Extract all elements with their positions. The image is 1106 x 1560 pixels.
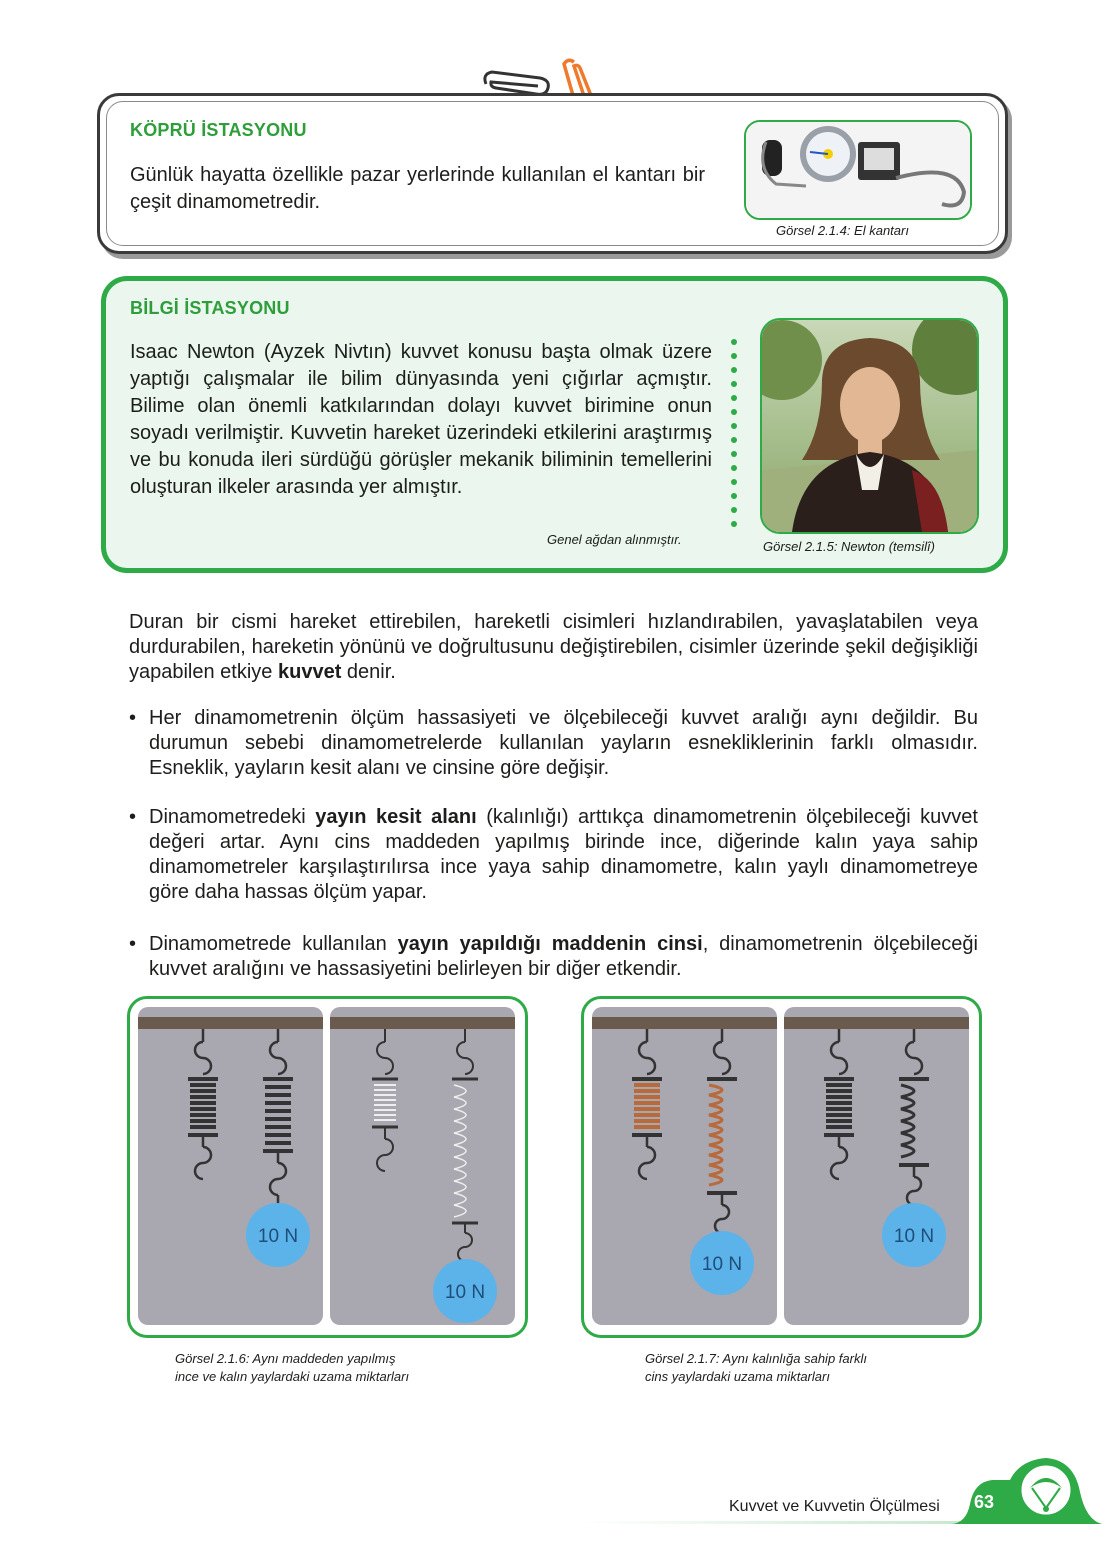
weight-label: 10 N: [701, 1254, 743, 1275]
figure-2-1-7: [581, 996, 982, 1338]
weight-label: 10 N: [257, 1226, 299, 1247]
bullet-1: • Her dinamometrenin ölçüm hassasiyeti ve ölçebileceği kuvvet aralığı aynı değildir. Bu durumun sebebi dinamometrelerde kullanılan yayların esnekliklerinin farklı olmasıdır. Esneklik, yayların kesit alanı ve cinsine göre değişir.: [129, 707, 978, 779]
bilgi-caption: Görsel 2.1.5: Newton (temsilî): [763, 539, 935, 554]
footer-rule: [580, 1521, 960, 1524]
panel-steel-springs: [784, 1007, 969, 1325]
bullet-2: • Dinamometredeki yayın kesit alanı (kalınlığı) arttıkça dinamometrenin ölçebileceği kuvvet değeri artar. Aynı cins maddeden yapılmış birinde ince, diğerinde kalın yaya sahip dinamometreler karşılaştırılırsa ince yaya sahip dinamometre, kalın yaylı dinamometreye göre daha hassas ölçüm yapar.: [129, 806, 978, 903]
kuvvet-term: kuvvet: [277, 661, 342, 683]
weight-label: 10 N: [893, 1226, 935, 1247]
figure-2-1-6: [127, 996, 528, 1338]
figure-2-1-7-caption: Görsel 2.1.7: Aynı kalınlığa sahip farklı cins yaylardaki uzama miktarları: [645, 1351, 867, 1384]
bilgi-source: Genel ağdan alınmıştır.: [547, 532, 682, 547]
panel-thin-thick-unloaded: [138, 1007, 323, 1325]
kopru-istasyonu-box: [97, 93, 1008, 254]
footer-title: Kuvvet ve Kuvvetin Ölçülmesi: [729, 1498, 940, 1515]
figure-2-1-6-caption: Görsel 2.1.6: Aynı maddeden yapılmış ince ve kalın yaylardaki uzama miktarları: [175, 1351, 410, 1384]
kopru-caption: Görsel 2.1.4: El kantarı: [776, 223, 909, 238]
bilgi-title: BİLGİ İSTASYONU: [130, 298, 290, 318]
panel-copper-springs: [592, 1007, 777, 1325]
newton-portrait-image: [760, 318, 979, 534]
bilgi-text: Isaac Newton (Ayzek Nivtın) kuvvet konusu başta olmak üzere yaptığı çalışmalar ile bilim dünyasında yeni çığırlar açmıştır. Bilime olan önemli katkılarından dolayı kuvvet birimine onun soyadı verilmiştir. Kuvvetin hareket üzerindeki etkilerini araştırmış ve bu konuda ileri sürdüğü görüşler mekanik biliminin temellerini oluşturan ilkeler arasında yer almıştır.: [130, 341, 712, 498]
page-badge: [950, 1452, 1102, 1530]
kopru-title: KÖPRÜ İSTASYONU: [130, 120, 307, 140]
kopru-text: Günlük hayatta özellikle pazar yerlerinde kullanılan el kantarı bir çeşit dinamometredir.: [130, 164, 705, 213]
el-kantari-image: [744, 120, 972, 220]
dotted-divider: [728, 337, 740, 537]
intro-paragraph: Duran bir cismi hareket ettirebilen, hareketli cisimleri hızlandırabilen, yavaşlatabilen veya durdurabilen, hareketin yönünü ve doğrultusunu değiştirebilen, cisimler üzerinde şekil değişikliği yapabilen etkiye kuvvet denir.: [129, 611, 978, 683]
page-number: 63: [973, 1492, 995, 1512]
weight-label: 10 N: [444, 1282, 486, 1303]
panel-thin-loaded: [330, 1007, 515, 1325]
bilgi-istasyonu-box: [101, 276, 1008, 573]
bullet-3: • Dinamometrede kullanılan yayın yapıldığı maddenin cinsi, dinamometrenin ölçebileceği kuvvet aralığını ve hassasiyetini belirleyen bir diğer etkendir.: [129, 933, 979, 980]
